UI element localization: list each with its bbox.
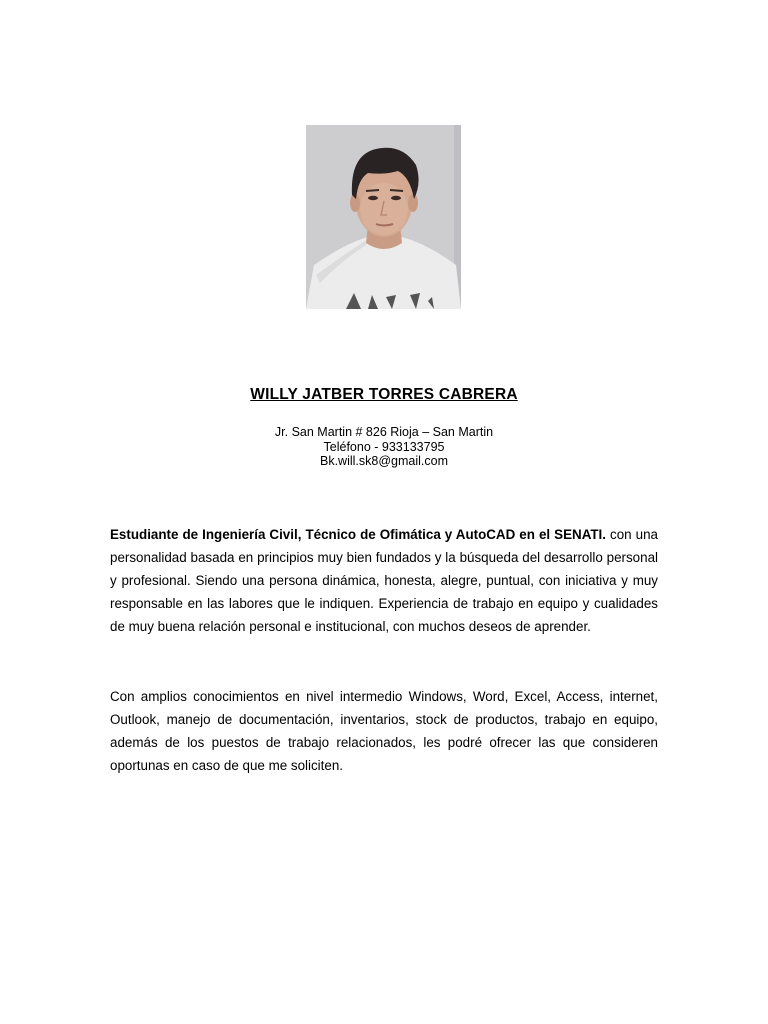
summary-paragraph <box>110 523 658 638</box>
address-line: Jr. San Martin # 826 Rioja – San Martin <box>274 425 494 439</box>
contact-block <box>0 425 768 469</box>
summary-headline: Estudiante de Ingeniería Civil, Técnico de Ofimática y AutoCAD en el SENATI. <box>110 527 606 542</box>
summary-body: con una personalidad basada en principios muy bien fundados y la búsqueda del desarrollo personal y profesional. Siendo una persona dinámica, honesta, alegre, puntual, con iniciativa y muy responsable en las labores que le indiquen. Experiencia de trabajo en equipo y cualidades de muy buena relación personal e institucional, con muchos deseos de aprender. <box>110 527 658 635</box>
profile-photo <box>306 125 461 309</box>
phone-line: Teléfono - 933133795 <box>323 439 445 454</box>
skills-paragraph: Con amplios conocimientos en nivel intermedio Windows, Word, Excel, Access, internet, Outlook, manejo de documentación, inventarios, stock de productos, trabajo en equipo, además de los puestos de trabajo relacionados, les podré ofrecer las que consideren oportunas en caso de que me soliciten. <box>110 689 658 774</box>
candidate-name: WILLY JATBER TORRES CABRERA <box>250 386 518 403</box>
email-line: Bk.will.sk8@gmail.com <box>320 454 448 468</box>
